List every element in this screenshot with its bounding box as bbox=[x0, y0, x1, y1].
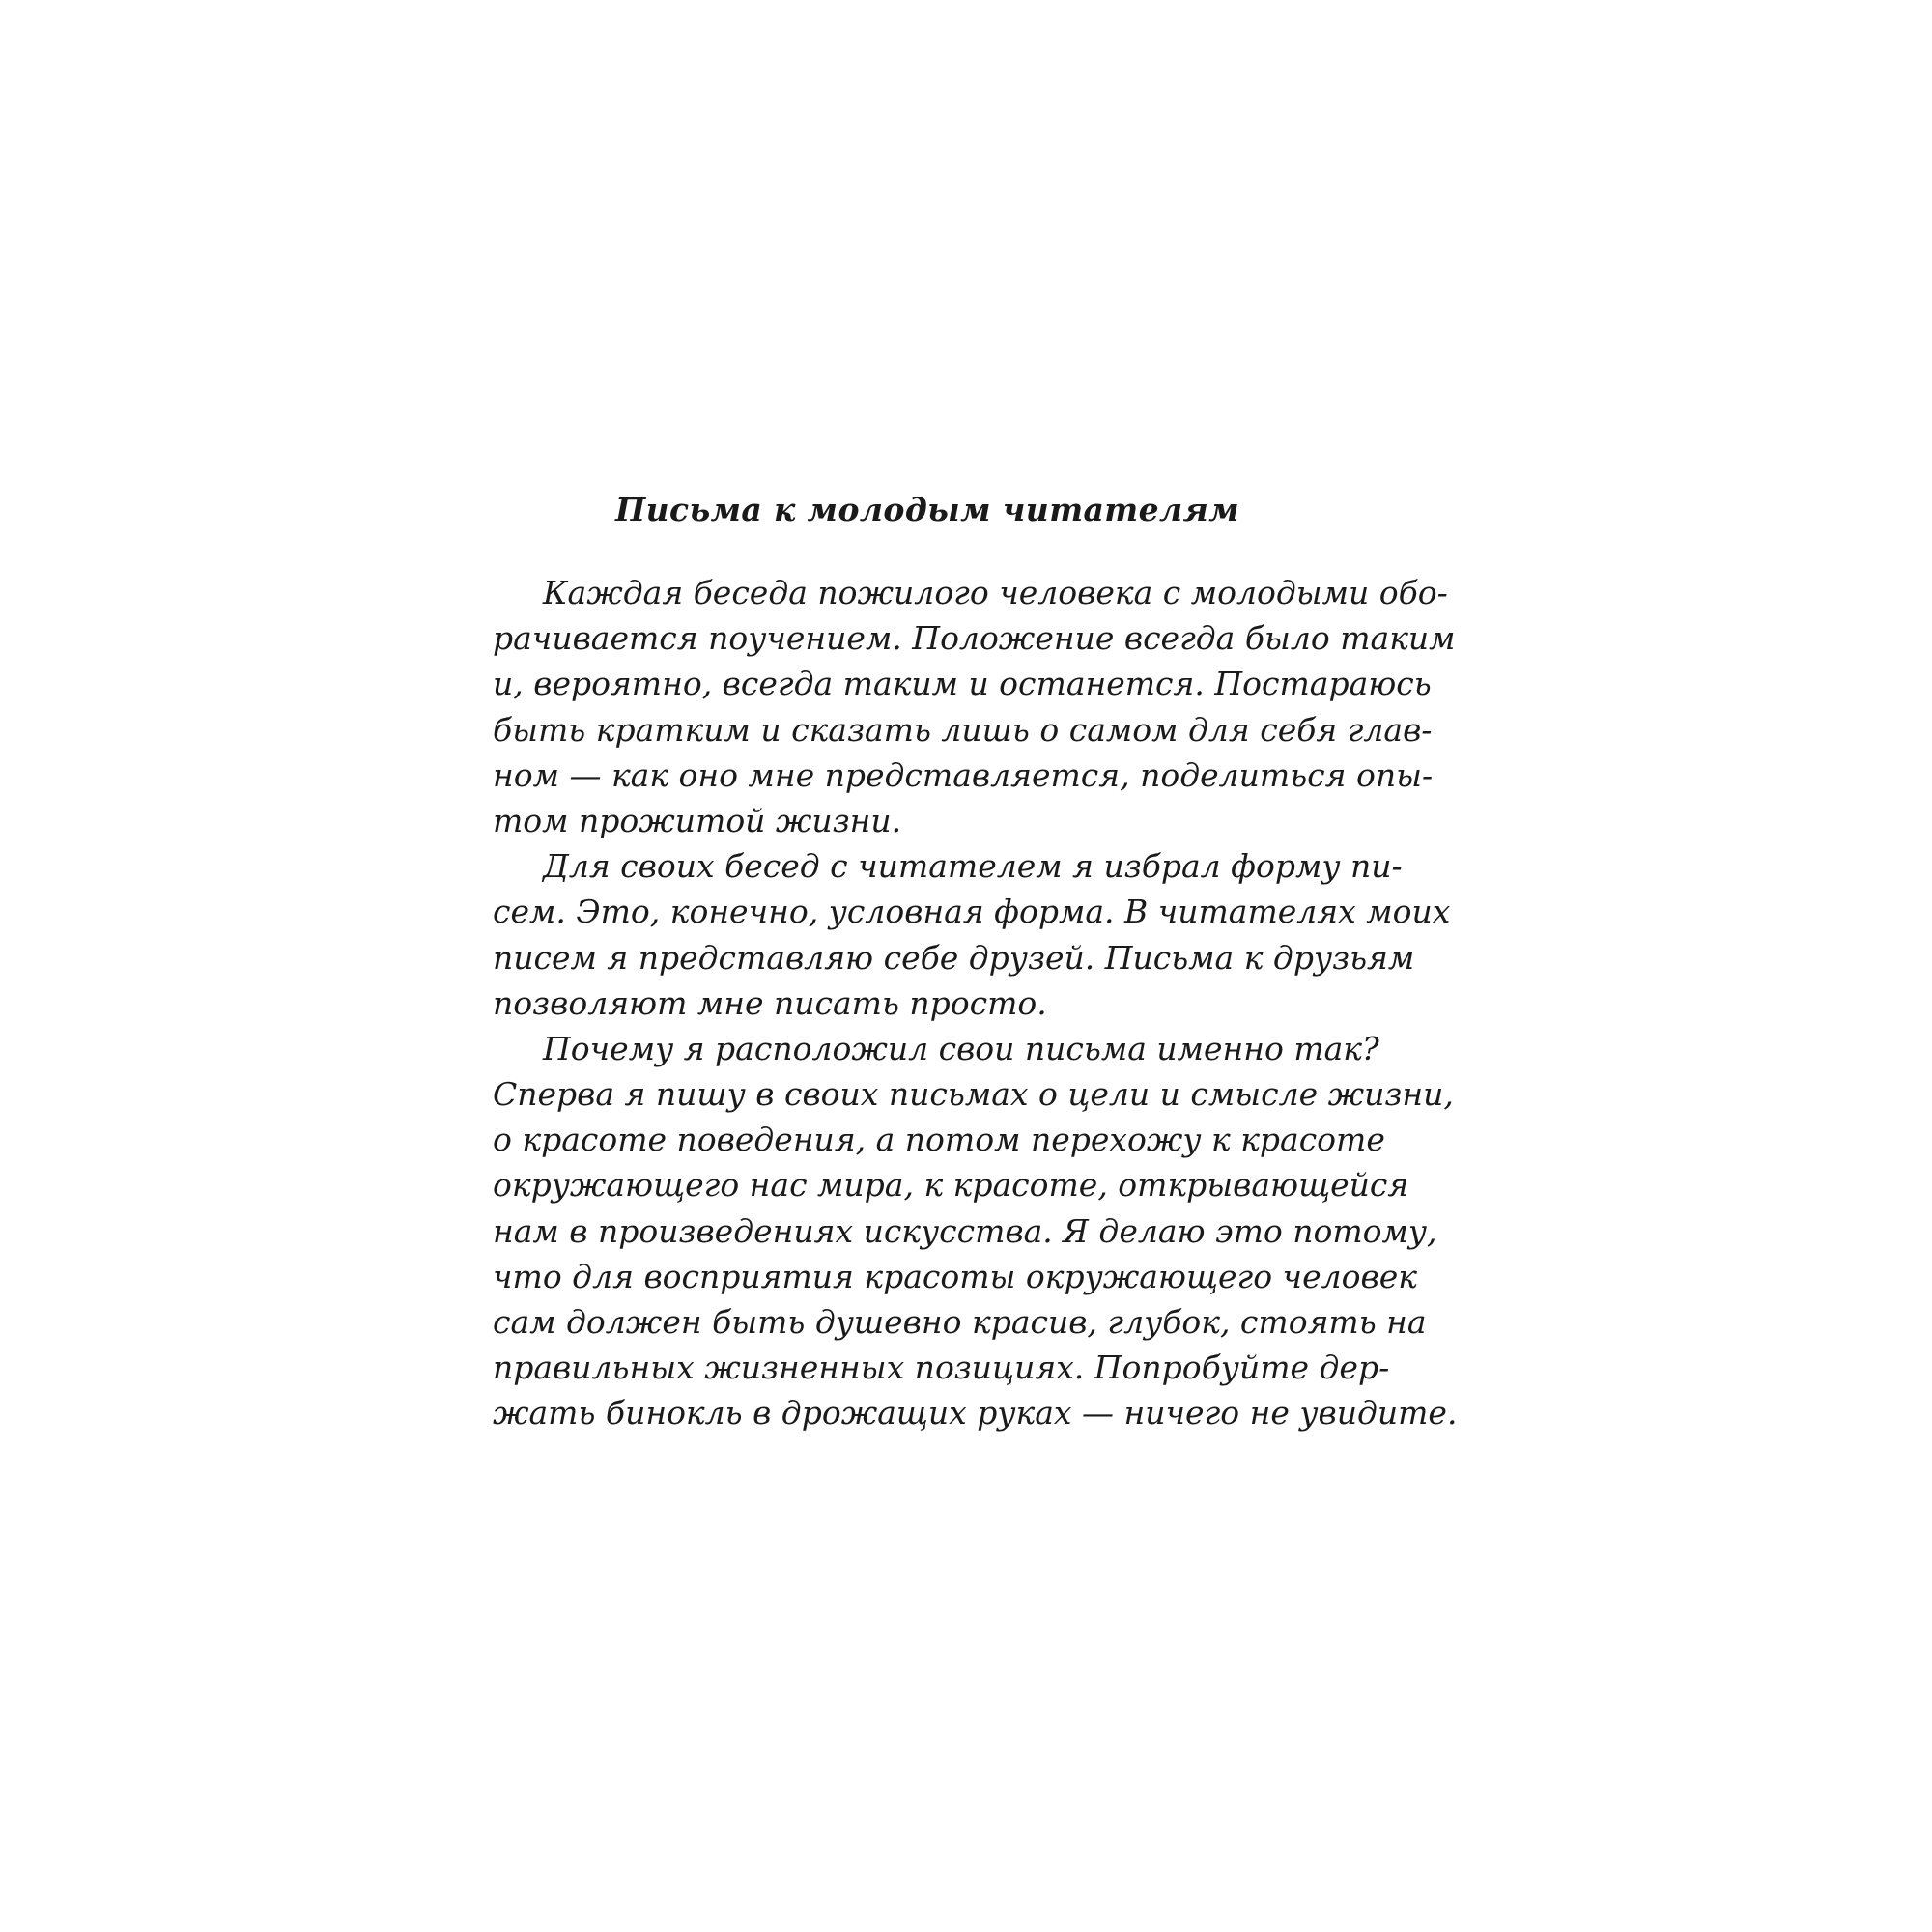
text-line: сам должен быть душевно красив, глубок, стоять на bbox=[493, 1303, 1427, 1341]
text-line: Почему я расположил свои письма именно так? bbox=[543, 1029, 1379, 1067]
text-line: Сперва я пишу в своих письмах о цели и смысле жизни, bbox=[493, 1075, 1454, 1114]
document-title: Письма к молодым читателям bbox=[614, 491, 1240, 528]
text-line: и, вероятно, всегда таким и останется. Постараюсь bbox=[493, 665, 1432, 703]
document-body bbox=[493, 570, 1458, 1436]
text-line: том прожитой жизни. bbox=[493, 801, 902, 839]
text-line: позволяют мне писать просто. bbox=[493, 983, 1047, 1022]
text-line: Каждая беседа пожилого человека с молодыми обо- bbox=[543, 574, 1448, 611]
text-line: о красоте поведения, а потом перехожу к красоте bbox=[493, 1121, 1385, 1159]
text-line: рачивается поучением. Положение всегда было таким bbox=[493, 619, 1456, 658]
text-line: окружающего нас мира, к красоте, открывающейся bbox=[493, 1166, 1409, 1205]
text-line: правильных жизненных позициях. Попробуйте дер- bbox=[493, 1349, 1390, 1387]
text-line: Для своих бесед с читателем я избрал форму пи- bbox=[543, 847, 1403, 886]
text-line: жать бинокль в дрожащих руках — ничего не увидите. bbox=[493, 1394, 1458, 1433]
text-line: писем я представляю себе друзей. Письма к друзьям bbox=[493, 938, 1415, 977]
paragraph-1 bbox=[493, 570, 1456, 843]
text-line: сем. Это, конечно, условная форма. В читателях моих bbox=[493, 893, 1451, 931]
text-line: что для восприятия красоты окружающего человек bbox=[493, 1257, 1417, 1295]
text-line: нам в произведениях искусства. Я делаю это потому, bbox=[493, 1211, 1437, 1250]
document-page bbox=[493, 491, 1458, 1436]
paragraph-2 bbox=[493, 843, 1451, 1026]
paragraph-3 bbox=[493, 1026, 1458, 1436]
text-line: ном — как оно мне представляется, поделиться опы- bbox=[493, 755, 1434, 794]
text-line: быть кратким и сказать лишь о самом для себя глав- bbox=[493, 710, 1433, 749]
